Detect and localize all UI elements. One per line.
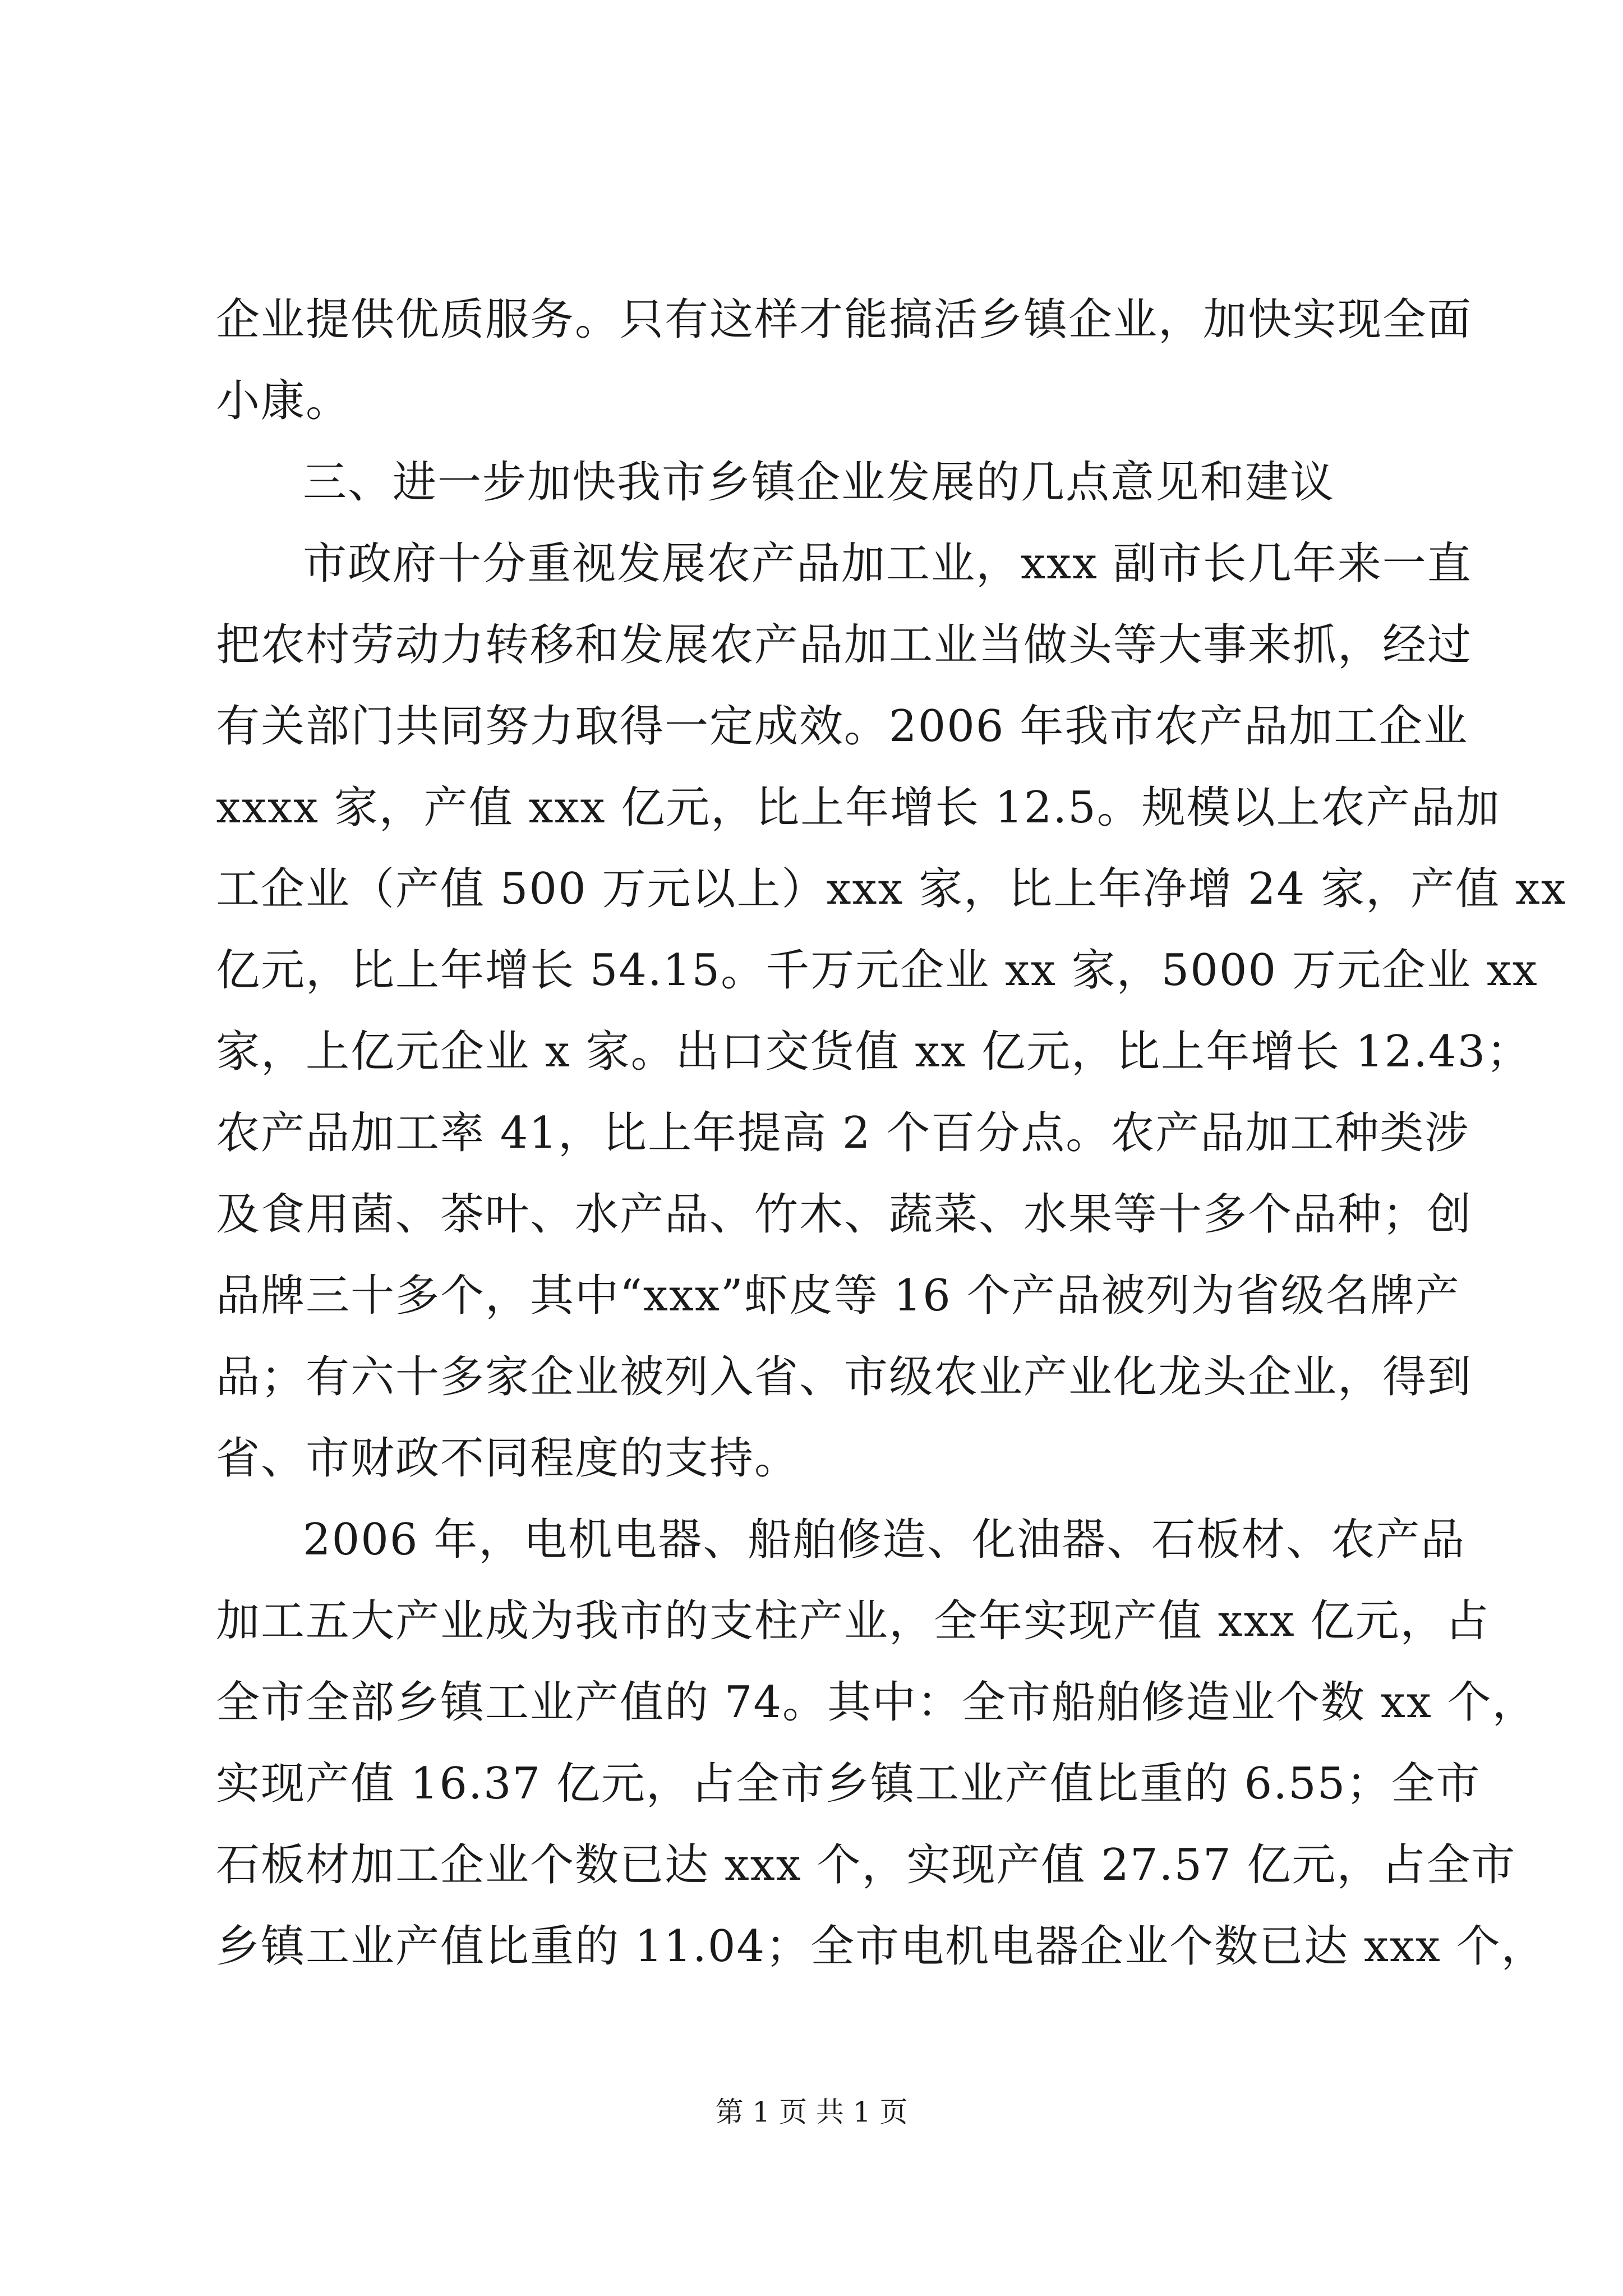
- text-line-15: 省、市财政不同程度的支持。: [216, 1433, 800, 1484]
- text-line-1: 企业提供优质服务。只有这样才能搞活乡镇企业，加快实现全面: [216, 295, 1473, 345]
- text-line-14: 品；有六十多家企业被列入省、市级农业产业化龙头企业，得到: [216, 1352, 1473, 1402]
- text-line-11: 农产品加工率 41，比上年提高 2 个百分点。农产品加工种类涉: [216, 1108, 1470, 1158]
- text-line-12: 及食用菌、茶叶、水产品、竹木、蔬菜、水果等十多个品种；创: [216, 1189, 1473, 1240]
- text-line-7: xxxx 家，产值 xxx 亿元，比上年增长 12.5。规模以上农产品加: [216, 783, 1501, 833]
- text-line-21: 乡镇工业产值比重的 11.04；全市电机电器企业个数已达 xxx 个，: [216, 1921, 1546, 1972]
- text-line-9: 亿元，比上年增长 54.15。千万元企业 xx 家，5000 万元企业 xx: [216, 945, 1538, 996]
- text-line-4: 市政府十分重视发展农产品加工业，xxx 副市长几年来一直: [303, 539, 1472, 589]
- text-line-2: 小康。: [216, 376, 351, 426]
- text-line-8: 工企业（产值 500 万元以上）xxx 家，比上年净增 24 家，产值 xx: [216, 864, 1567, 914]
- text-line-10: 家，上亿元企业 x 家。出口交货值 xx 亿元，比上年增长 12.43；: [216, 1027, 1532, 1077]
- text-line-18: 全市全部乡镇工业产值的 74。其中：全市船舶修造业个数 xx 个，: [216, 1677, 1537, 1728]
- text-line-20: 石板材加工企业个数已达 xxx 个，实现产值 27.57 亿元，占全市: [216, 1840, 1516, 1890]
- text-line-6: 有关部门共同努力取得一定成效。2006 年我市农产品加工企业: [216, 701, 1469, 752]
- text-line-5: 把农村劳动力转移和发展农产品加工业当做头等大事来抓，经过: [216, 620, 1473, 670]
- text-line-19: 实现产值 16.37 亿元，占全市乡镇工业产值比重的 6.55；全市: [216, 1759, 1481, 1809]
- text-line-17: 加工五大产业成为我市的支柱产业，全年实现产值 xxx 亿元，占: [216, 1596, 1490, 1646]
- section-heading: 三、进一步加快我市乡镇企业发展的几点意见和建议: [303, 457, 1335, 508]
- page-number-footer: 第 1 页 共 1 页: [715, 2096, 908, 2128]
- text-line-16: 2006 年，电机电器、船舶修造、化油器、石板材、农产品: [303, 1515, 1466, 1565]
- text-line-13: 品牌三十多个，其中“xxx”虾皮等 16 个产品被列为省级名牌产: [216, 1271, 1460, 1321]
